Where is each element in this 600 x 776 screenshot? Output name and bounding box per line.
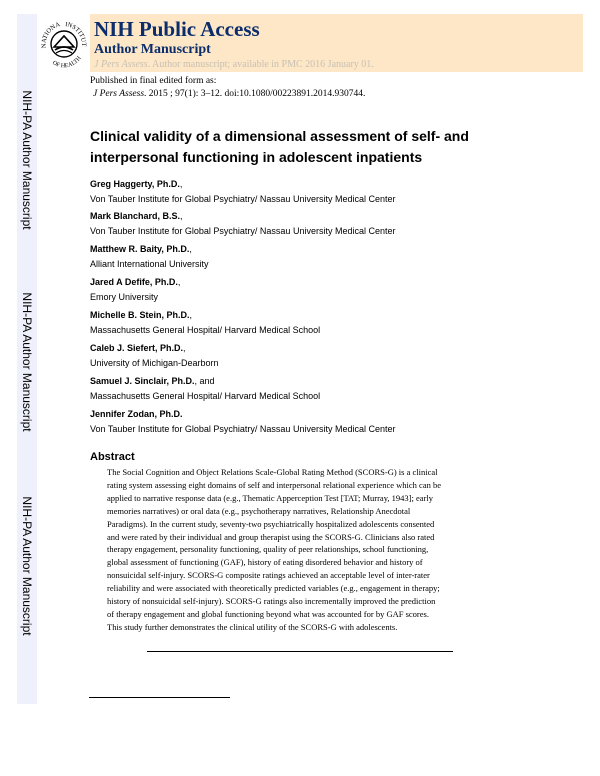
- author-entry: [90, 308, 320, 338]
- seal-text-left: NATIONA: [40, 21, 62, 49]
- seal-text-right: INSTITUT: [64, 21, 88, 47]
- author-name: Michelle B. Stein, Ph.D.: [90, 310, 190, 320]
- nih-seal-logo: [38, 14, 88, 72]
- nih-availability-line: [94, 59, 374, 70]
- abstract-divider: [147, 651, 453, 652]
- abstract-line: applied to narrative response data (e.g., Thematic Apperception Test [TAT; Murray, 1943]; early: [107, 492, 433, 503]
- abstract-line: This study further demonstrates the clinical utility of the SCORS-G with adolescents.: [107, 621, 398, 632]
- author-affiliation: Emory University: [90, 292, 159, 302]
- author-name: Caleb J. Siefert, Ph.D.: [90, 343, 184, 353]
- author-separator: ,: [189, 310, 193, 320]
- author-affiliation: Alliant International University: [90, 259, 209, 269]
- abstract-line: therapy engagement, personality functioning, quality of peer relationships, school functioning,: [107, 544, 429, 555]
- citation-journal: J Pers Assess: [93, 89, 145, 99]
- abstract-line: memories narratives) or oral data (e.g., psychotherapy narratives, Relationship Anecdotal: [107, 505, 411, 516]
- author-name: Matthew R. Baity, Ph.D.: [90, 244, 190, 254]
- nih-header-banner: [90, 14, 583, 72]
- author-separator: ,: [180, 211, 183, 221]
- article-title: Clinical validity of a dimensional assessment of self- and interpersonal functioning in adolescent inpatients: [90, 128, 469, 165]
- author-name: Jennifer Zodan, Ph.D.: [90, 409, 183, 419]
- abstract-line: history of nonsuicidal self-injury). SCORS-G ratings also incrementally improved the prediction: [107, 596, 436, 607]
- author-affiliation: Massachusetts General Hospital/ Harvard Medical School: [90, 325, 321, 335]
- author-name: Jared A Defife, Ph.D.: [90, 277, 178, 287]
- availability-text: . Author manuscript; available in PMC 2016 January 01.: [147, 59, 374, 70]
- abstract-line: nonsuicidal self-injury. SCORS-G composite ratings achieved an acceptable level of inter-rater: [107, 570, 430, 581]
- author-separator: ,: [189, 244, 192, 254]
- abstract-line: global assessment of functioning (GAF), history of eating disordered behavior and history of: [107, 557, 423, 568]
- citation-line: [90, 88, 365, 101]
- seal-roof-icon: [54, 36, 74, 47]
- author-name: Mark Blanchard, B.S.: [90, 211, 181, 221]
- citation-details: . 2015 ; 97(1): 3–12. doi:10.1080/00223891.2014.930744.: [144, 89, 366, 99]
- journal-abbrev: J Pers Assess: [94, 59, 148, 70]
- seal-wave-icon: [56, 51, 72, 54]
- author-entry: [90, 374, 320, 404]
- publication-info: [90, 75, 365, 101]
- author-entry: [90, 341, 219, 371]
- author-separator: ,: [179, 179, 183, 189]
- footnote-divider: [89, 697, 230, 698]
- author-separator: , and: [194, 376, 215, 386]
- author-affiliation: University of Michigan-Dearborn: [90, 358, 219, 368]
- abstract-heading: Abstract: [90, 451, 135, 463]
- abstract-line: and were rated by their individual and group therapist using the SCORS-G. Clinicians also rated: [107, 531, 435, 542]
- author-entry: [90, 177, 395, 207]
- nih-subtitle: Author Manuscript: [94, 42, 211, 57]
- abstract-body: [107, 466, 502, 634]
- author-affiliation: Von Tauber Institute for Global Psychiatry/ Nassau University Medical Center: [90, 424, 396, 434]
- published-in-line: Published in final edited form as:: [90, 76, 217, 86]
- author-name: Samuel J. Sinclair, Ph.D.: [90, 376, 195, 386]
- author-affiliation: Massachusetts General Hospital/ Harvard Medical School: [90, 391, 321, 401]
- abstract-line: rating system assessing eight domains of self and interpersonal relational experience which can be: [107, 479, 441, 490]
- abstract-line: reliability and were associated with theoretically predicted variables (e.g., engagement in therapy;: [107, 583, 440, 594]
- author-entry: [90, 209, 395, 239]
- author-name: Greg Haggerty, Ph.D.: [90, 179, 180, 189]
- author-entry: [90, 407, 395, 437]
- author-affiliation: Von Tauber Institute for Global Psychiatry/ Nassau University Medical Center: [90, 194, 396, 204]
- author-separator: ,: [183, 343, 186, 353]
- nih-title: NIH Public Access: [94, 17, 260, 41]
- author-entry: [90, 275, 180, 305]
- abstract-line: of therapy engagement and global functioning beyond what was accounted for by GAF scores.: [107, 608, 429, 619]
- author-affiliation: Von Tauber Institute for Global Psychiatry/ Nassau University Medical Center: [90, 226, 396, 236]
- abstract-line: Paradigms). In the current study, seventy-two psychiatrically hospitalized adolescents consented: [107, 518, 435, 529]
- author-entry: [90, 242, 209, 272]
- author-separator: ,: [177, 277, 181, 287]
- seal-text-bottom: OF HEALTH: [51, 55, 83, 70]
- abstract-line: The Social Cognition and Object Relations Scale-Global Rating Method (SCORS-G) is a clinical: [107, 467, 438, 477]
